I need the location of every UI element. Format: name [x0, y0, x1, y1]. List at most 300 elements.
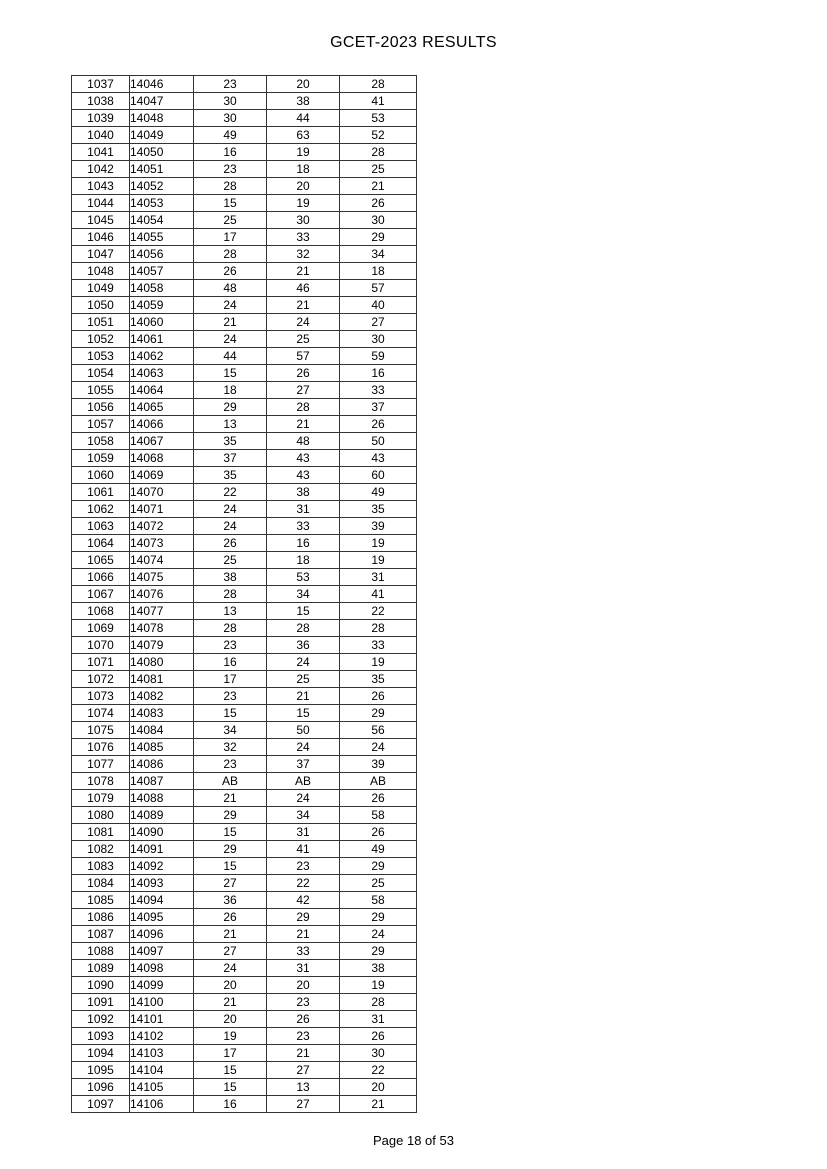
roll-number-cell: 14050	[130, 144, 194, 161]
table-row	[72, 161, 417, 178]
table-row	[72, 110, 417, 127]
table-row	[72, 1096, 417, 1113]
score-3-cell: 19	[340, 535, 417, 552]
score-3-cell: 30	[340, 331, 417, 348]
score-1-cell: 26	[194, 263, 267, 280]
score-3-cell: 41	[340, 586, 417, 603]
serial-number-cell: 1084	[72, 875, 130, 892]
score-3-cell: 58	[340, 807, 417, 824]
score-3-cell: 49	[340, 841, 417, 858]
score-2-cell: 24	[267, 654, 340, 671]
score-2-cell: 30	[267, 212, 340, 229]
roll-number-cell: 14054	[130, 212, 194, 229]
score-2-cell: 21	[267, 926, 340, 943]
score-1-cell: 23	[194, 637, 267, 654]
roll-number-cell: 14064	[130, 382, 194, 399]
score-2-cell: 13	[267, 1079, 340, 1096]
score-1-cell: 15	[194, 705, 267, 722]
table-row	[72, 314, 417, 331]
score-1-cell: 15	[194, 1079, 267, 1096]
score-3-cell: 27	[340, 314, 417, 331]
score-2-cell: 21	[267, 297, 340, 314]
score-3-cell: 56	[340, 722, 417, 739]
table-row	[72, 535, 417, 552]
score-1-cell: 28	[194, 586, 267, 603]
serial-number-cell: 1058	[72, 433, 130, 450]
roll-number-cell: 14103	[130, 1045, 194, 1062]
roll-number-cell: 14073	[130, 535, 194, 552]
score-3-cell: 59	[340, 348, 417, 365]
table-row	[72, 229, 417, 246]
table-row	[72, 943, 417, 960]
score-2-cell: 26	[267, 1011, 340, 1028]
score-3-cell: 33	[340, 382, 417, 399]
score-2-cell: 29	[267, 909, 340, 926]
score-3-cell: 19	[340, 654, 417, 671]
score-1-cell: 25	[194, 212, 267, 229]
score-1-cell: 26	[194, 535, 267, 552]
roll-number-cell: 14083	[130, 705, 194, 722]
roll-number-cell: 14051	[130, 161, 194, 178]
serial-number-cell: 1054	[72, 365, 130, 382]
roll-number-cell: 14100	[130, 994, 194, 1011]
roll-number-cell: 14105	[130, 1079, 194, 1096]
score-1-cell: 26	[194, 909, 267, 926]
score-1-cell: 29	[194, 399, 267, 416]
serial-number-cell: 1057	[72, 416, 130, 433]
score-2-cell: 43	[267, 450, 340, 467]
table-row	[72, 127, 417, 144]
serial-number-cell: 1082	[72, 841, 130, 858]
table-row	[72, 246, 417, 263]
table-row	[72, 195, 417, 212]
score-1-cell: 48	[194, 280, 267, 297]
serial-number-cell: 1064	[72, 535, 130, 552]
roll-number-cell: 14087	[130, 773, 194, 790]
score-3-cell: 53	[340, 110, 417, 127]
table-row	[72, 960, 417, 977]
serial-number-cell: 1081	[72, 824, 130, 841]
serial-number-cell: 1061	[72, 484, 130, 501]
table-row	[72, 365, 417, 382]
score-2-cell: 34	[267, 586, 340, 603]
table-row	[72, 518, 417, 535]
roll-number-cell: 14078	[130, 620, 194, 637]
roll-number-cell: 14062	[130, 348, 194, 365]
score-1-cell: 35	[194, 433, 267, 450]
roll-number-cell: 14080	[130, 654, 194, 671]
serial-number-cell: 1069	[72, 620, 130, 637]
score-3-cell: 24	[340, 926, 417, 943]
roll-number-cell: 14096	[130, 926, 194, 943]
serial-number-cell: 1055	[72, 382, 130, 399]
table-row	[72, 1079, 417, 1096]
score-3-cell: 29	[340, 229, 417, 246]
score-2-cell: 23	[267, 994, 340, 1011]
score-1-cell: 29	[194, 807, 267, 824]
score-3-cell: 57	[340, 280, 417, 297]
roll-number-cell: 14091	[130, 841, 194, 858]
roll-number-cell: 14086	[130, 756, 194, 773]
score-2-cell: 50	[267, 722, 340, 739]
score-3-cell: 50	[340, 433, 417, 450]
score-1-cell: 36	[194, 892, 267, 909]
table-row	[72, 297, 417, 314]
score-1-cell: AB	[194, 773, 267, 790]
score-1-cell: 17	[194, 1045, 267, 1062]
serial-number-cell: 1075	[72, 722, 130, 739]
roll-number-cell: 14057	[130, 263, 194, 280]
table-row	[72, 144, 417, 161]
score-1-cell: 32	[194, 739, 267, 756]
serial-number-cell: 1045	[72, 212, 130, 229]
table-row	[72, 909, 417, 926]
score-1-cell: 24	[194, 297, 267, 314]
score-3-cell: 31	[340, 1011, 417, 1028]
roll-number-cell: 14090	[130, 824, 194, 841]
score-2-cell: 20	[267, 76, 340, 93]
roll-number-cell: 14047	[130, 93, 194, 110]
table-row	[72, 807, 417, 824]
roll-number-cell: 14092	[130, 858, 194, 875]
table-row	[72, 263, 417, 280]
serial-number-cell: 1093	[72, 1028, 130, 1045]
results-table	[71, 75, 417, 1113]
score-2-cell: 19	[267, 195, 340, 212]
score-2-cell: 20	[267, 178, 340, 195]
score-1-cell: 28	[194, 620, 267, 637]
table-row	[72, 841, 417, 858]
score-3-cell: 26	[340, 790, 417, 807]
table-row	[72, 178, 417, 195]
score-3-cell: 22	[340, 1062, 417, 1079]
score-2-cell: 46	[267, 280, 340, 297]
serial-number-cell: 1078	[72, 773, 130, 790]
serial-number-cell: 1083	[72, 858, 130, 875]
serial-number-cell: 1092	[72, 1011, 130, 1028]
table-row	[72, 433, 417, 450]
table-row	[72, 467, 417, 484]
score-3-cell: 29	[340, 943, 417, 960]
roll-number-cell: 14093	[130, 875, 194, 892]
serial-number-cell: 1074	[72, 705, 130, 722]
serial-number-cell: 1091	[72, 994, 130, 1011]
score-2-cell: 25	[267, 671, 340, 688]
score-3-cell: 25	[340, 161, 417, 178]
score-3-cell: 29	[340, 909, 417, 926]
table-row	[72, 875, 417, 892]
score-1-cell: 25	[194, 552, 267, 569]
score-2-cell: 15	[267, 603, 340, 620]
roll-number-cell: 14101	[130, 1011, 194, 1028]
score-1-cell: 29	[194, 841, 267, 858]
score-2-cell: 22	[267, 875, 340, 892]
table-row	[72, 858, 417, 875]
table-row	[72, 1062, 417, 1079]
score-1-cell: 27	[194, 943, 267, 960]
score-3-cell: 28	[340, 620, 417, 637]
score-1-cell: 35	[194, 467, 267, 484]
score-3-cell: 39	[340, 756, 417, 773]
roll-number-cell: 14065	[130, 399, 194, 416]
serial-number-cell: 1052	[72, 331, 130, 348]
table-row	[72, 76, 417, 93]
score-2-cell: 41	[267, 841, 340, 858]
score-3-cell: 19	[340, 977, 417, 994]
table-row	[72, 382, 417, 399]
score-2-cell: 63	[267, 127, 340, 144]
score-1-cell: 24	[194, 518, 267, 535]
score-2-cell: 27	[267, 382, 340, 399]
roll-number-cell: 14069	[130, 467, 194, 484]
roll-number-cell: 14053	[130, 195, 194, 212]
serial-number-cell: 1060	[72, 467, 130, 484]
roll-number-cell: 14067	[130, 433, 194, 450]
score-1-cell: 18	[194, 382, 267, 399]
roll-number-cell: 14071	[130, 501, 194, 518]
serial-number-cell: 1053	[72, 348, 130, 365]
roll-number-cell: 14079	[130, 637, 194, 654]
serial-number-cell: 1039	[72, 110, 130, 127]
score-2-cell: 42	[267, 892, 340, 909]
score-1-cell: 17	[194, 671, 267, 688]
score-1-cell: 15	[194, 195, 267, 212]
score-2-cell: 24	[267, 739, 340, 756]
serial-number-cell: 1068	[72, 603, 130, 620]
roll-number-cell: 14095	[130, 909, 194, 926]
serial-number-cell: 1059	[72, 450, 130, 467]
table-row	[72, 722, 417, 739]
serial-number-cell: 1094	[72, 1045, 130, 1062]
score-3-cell: AB	[340, 773, 417, 790]
table-row	[72, 484, 417, 501]
serial-number-cell: 1088	[72, 943, 130, 960]
table-row	[72, 569, 417, 586]
table-row	[72, 603, 417, 620]
roll-number-cell: 14046	[130, 76, 194, 93]
score-1-cell: 37	[194, 450, 267, 467]
table-row	[72, 93, 417, 110]
table-row	[72, 773, 417, 790]
score-1-cell: 15	[194, 824, 267, 841]
score-1-cell: 15	[194, 365, 267, 382]
score-2-cell: 38	[267, 484, 340, 501]
score-1-cell: 13	[194, 603, 267, 620]
roll-number-cell: 14076	[130, 586, 194, 603]
serial-number-cell: 1040	[72, 127, 130, 144]
roll-number-cell: 14061	[130, 331, 194, 348]
score-2-cell: 15	[267, 705, 340, 722]
score-1-cell: 20	[194, 977, 267, 994]
score-3-cell: 38	[340, 960, 417, 977]
score-2-cell: 34	[267, 807, 340, 824]
score-1-cell: 30	[194, 110, 267, 127]
score-1-cell: 28	[194, 246, 267, 263]
table-row	[72, 739, 417, 756]
table-row	[72, 654, 417, 671]
table-row	[72, 926, 417, 943]
score-1-cell: 49	[194, 127, 267, 144]
score-1-cell: 20	[194, 1011, 267, 1028]
serial-number-cell: 1051	[72, 314, 130, 331]
score-2-cell: 18	[267, 552, 340, 569]
score-3-cell: 25	[340, 875, 417, 892]
score-1-cell: 16	[194, 144, 267, 161]
score-2-cell: 31	[267, 960, 340, 977]
roll-number-cell: 14085	[130, 739, 194, 756]
score-3-cell: 35	[340, 501, 417, 518]
score-2-cell: 53	[267, 569, 340, 586]
score-3-cell: 26	[340, 688, 417, 705]
score-3-cell: 40	[340, 297, 417, 314]
score-2-cell: 31	[267, 501, 340, 518]
table-row	[72, 994, 417, 1011]
table-row	[72, 824, 417, 841]
roll-number-cell: 14106	[130, 1096, 194, 1113]
score-3-cell: 26	[340, 824, 417, 841]
serial-number-cell: 1049	[72, 280, 130, 297]
score-3-cell: 26	[340, 195, 417, 212]
roll-number-cell: 14082	[130, 688, 194, 705]
table-row	[72, 501, 417, 518]
serial-number-cell: 1044	[72, 195, 130, 212]
serial-number-cell: 1070	[72, 637, 130, 654]
roll-number-cell: 14059	[130, 297, 194, 314]
score-2-cell: 38	[267, 93, 340, 110]
serial-number-cell: 1087	[72, 926, 130, 943]
serial-number-cell: 1072	[72, 671, 130, 688]
score-3-cell: 41	[340, 93, 417, 110]
score-3-cell: 31	[340, 569, 417, 586]
roll-number-cell: 14102	[130, 1028, 194, 1045]
serial-number-cell: 1077	[72, 756, 130, 773]
score-2-cell: 57	[267, 348, 340, 365]
table-row	[72, 705, 417, 722]
score-1-cell: 19	[194, 1028, 267, 1045]
table-row	[72, 331, 417, 348]
score-1-cell: 23	[194, 161, 267, 178]
score-1-cell: 17	[194, 229, 267, 246]
roll-number-cell: 14075	[130, 569, 194, 586]
score-3-cell: 52	[340, 127, 417, 144]
serial-number-cell: 1090	[72, 977, 130, 994]
score-1-cell: 13	[194, 416, 267, 433]
roll-number-cell: 14094	[130, 892, 194, 909]
score-2-cell: 33	[267, 943, 340, 960]
score-3-cell: 28	[340, 994, 417, 1011]
score-1-cell: 21	[194, 790, 267, 807]
table-row	[72, 892, 417, 909]
score-2-cell: 33	[267, 518, 340, 535]
score-3-cell: 43	[340, 450, 417, 467]
table-row	[72, 399, 417, 416]
table-row	[72, 1028, 417, 1045]
table-row	[72, 790, 417, 807]
score-3-cell: 29	[340, 858, 417, 875]
score-2-cell: 44	[267, 110, 340, 127]
score-3-cell: 26	[340, 416, 417, 433]
serial-number-cell: 1096	[72, 1079, 130, 1096]
roll-number-cell: 14055	[130, 229, 194, 246]
score-2-cell: 18	[267, 161, 340, 178]
score-2-cell: 21	[267, 263, 340, 280]
score-1-cell: 23	[194, 688, 267, 705]
score-3-cell: 30	[340, 212, 417, 229]
score-3-cell: 28	[340, 144, 417, 161]
score-3-cell: 20	[340, 1079, 417, 1096]
score-2-cell: 28	[267, 399, 340, 416]
score-3-cell: 49	[340, 484, 417, 501]
page-number: Page 18 of 53	[373, 1133, 454, 1148]
score-1-cell: 23	[194, 756, 267, 773]
roll-number-cell: 14074	[130, 552, 194, 569]
serial-number-cell: 1073	[72, 688, 130, 705]
score-2-cell: 23	[267, 1028, 340, 1045]
score-1-cell: 28	[194, 178, 267, 195]
results-table-body	[72, 76, 417, 1113]
score-1-cell: 34	[194, 722, 267, 739]
score-1-cell: 15	[194, 858, 267, 875]
table-row	[72, 1045, 417, 1062]
score-3-cell: 16	[340, 365, 417, 382]
score-2-cell: 32	[267, 246, 340, 263]
roll-number-cell: 14052	[130, 178, 194, 195]
table-row	[72, 212, 417, 229]
serial-number-cell: 1041	[72, 144, 130, 161]
table-row	[72, 348, 417, 365]
score-2-cell: 27	[267, 1062, 340, 1079]
score-2-cell: 24	[267, 314, 340, 331]
table-row	[72, 688, 417, 705]
score-2-cell: 19	[267, 144, 340, 161]
score-3-cell: 33	[340, 637, 417, 654]
roll-number-cell: 14084	[130, 722, 194, 739]
score-1-cell: 23	[194, 76, 267, 93]
score-2-cell: 25	[267, 331, 340, 348]
roll-number-cell: 14104	[130, 1062, 194, 1079]
table-row	[72, 977, 417, 994]
score-2-cell: 37	[267, 756, 340, 773]
table-row	[72, 1011, 417, 1028]
serial-number-cell: 1066	[72, 569, 130, 586]
score-3-cell: 18	[340, 263, 417, 280]
roll-number-cell: 14098	[130, 960, 194, 977]
table-row	[72, 586, 417, 603]
score-1-cell: 44	[194, 348, 267, 365]
score-2-cell: 21	[267, 416, 340, 433]
score-2-cell: 21	[267, 688, 340, 705]
score-3-cell: 21	[340, 1096, 417, 1113]
score-3-cell: 22	[340, 603, 417, 620]
serial-number-cell: 1089	[72, 960, 130, 977]
roll-number-cell: 14063	[130, 365, 194, 382]
score-3-cell: 26	[340, 1028, 417, 1045]
roll-number-cell: 14099	[130, 977, 194, 994]
score-1-cell: 38	[194, 569, 267, 586]
score-2-cell: AB	[267, 773, 340, 790]
page-title: GCET-2023 RESULTS	[330, 34, 497, 51]
serial-number-cell: 1038	[72, 93, 130, 110]
serial-number-cell: 1097	[72, 1096, 130, 1113]
score-2-cell: 24	[267, 790, 340, 807]
score-2-cell: 26	[267, 365, 340, 382]
score-2-cell: 33	[267, 229, 340, 246]
score-3-cell: 19	[340, 552, 417, 569]
score-1-cell: 21	[194, 926, 267, 943]
score-1-cell: 30	[194, 93, 267, 110]
serial-number-cell: 1085	[72, 892, 130, 909]
score-3-cell: 39	[340, 518, 417, 535]
